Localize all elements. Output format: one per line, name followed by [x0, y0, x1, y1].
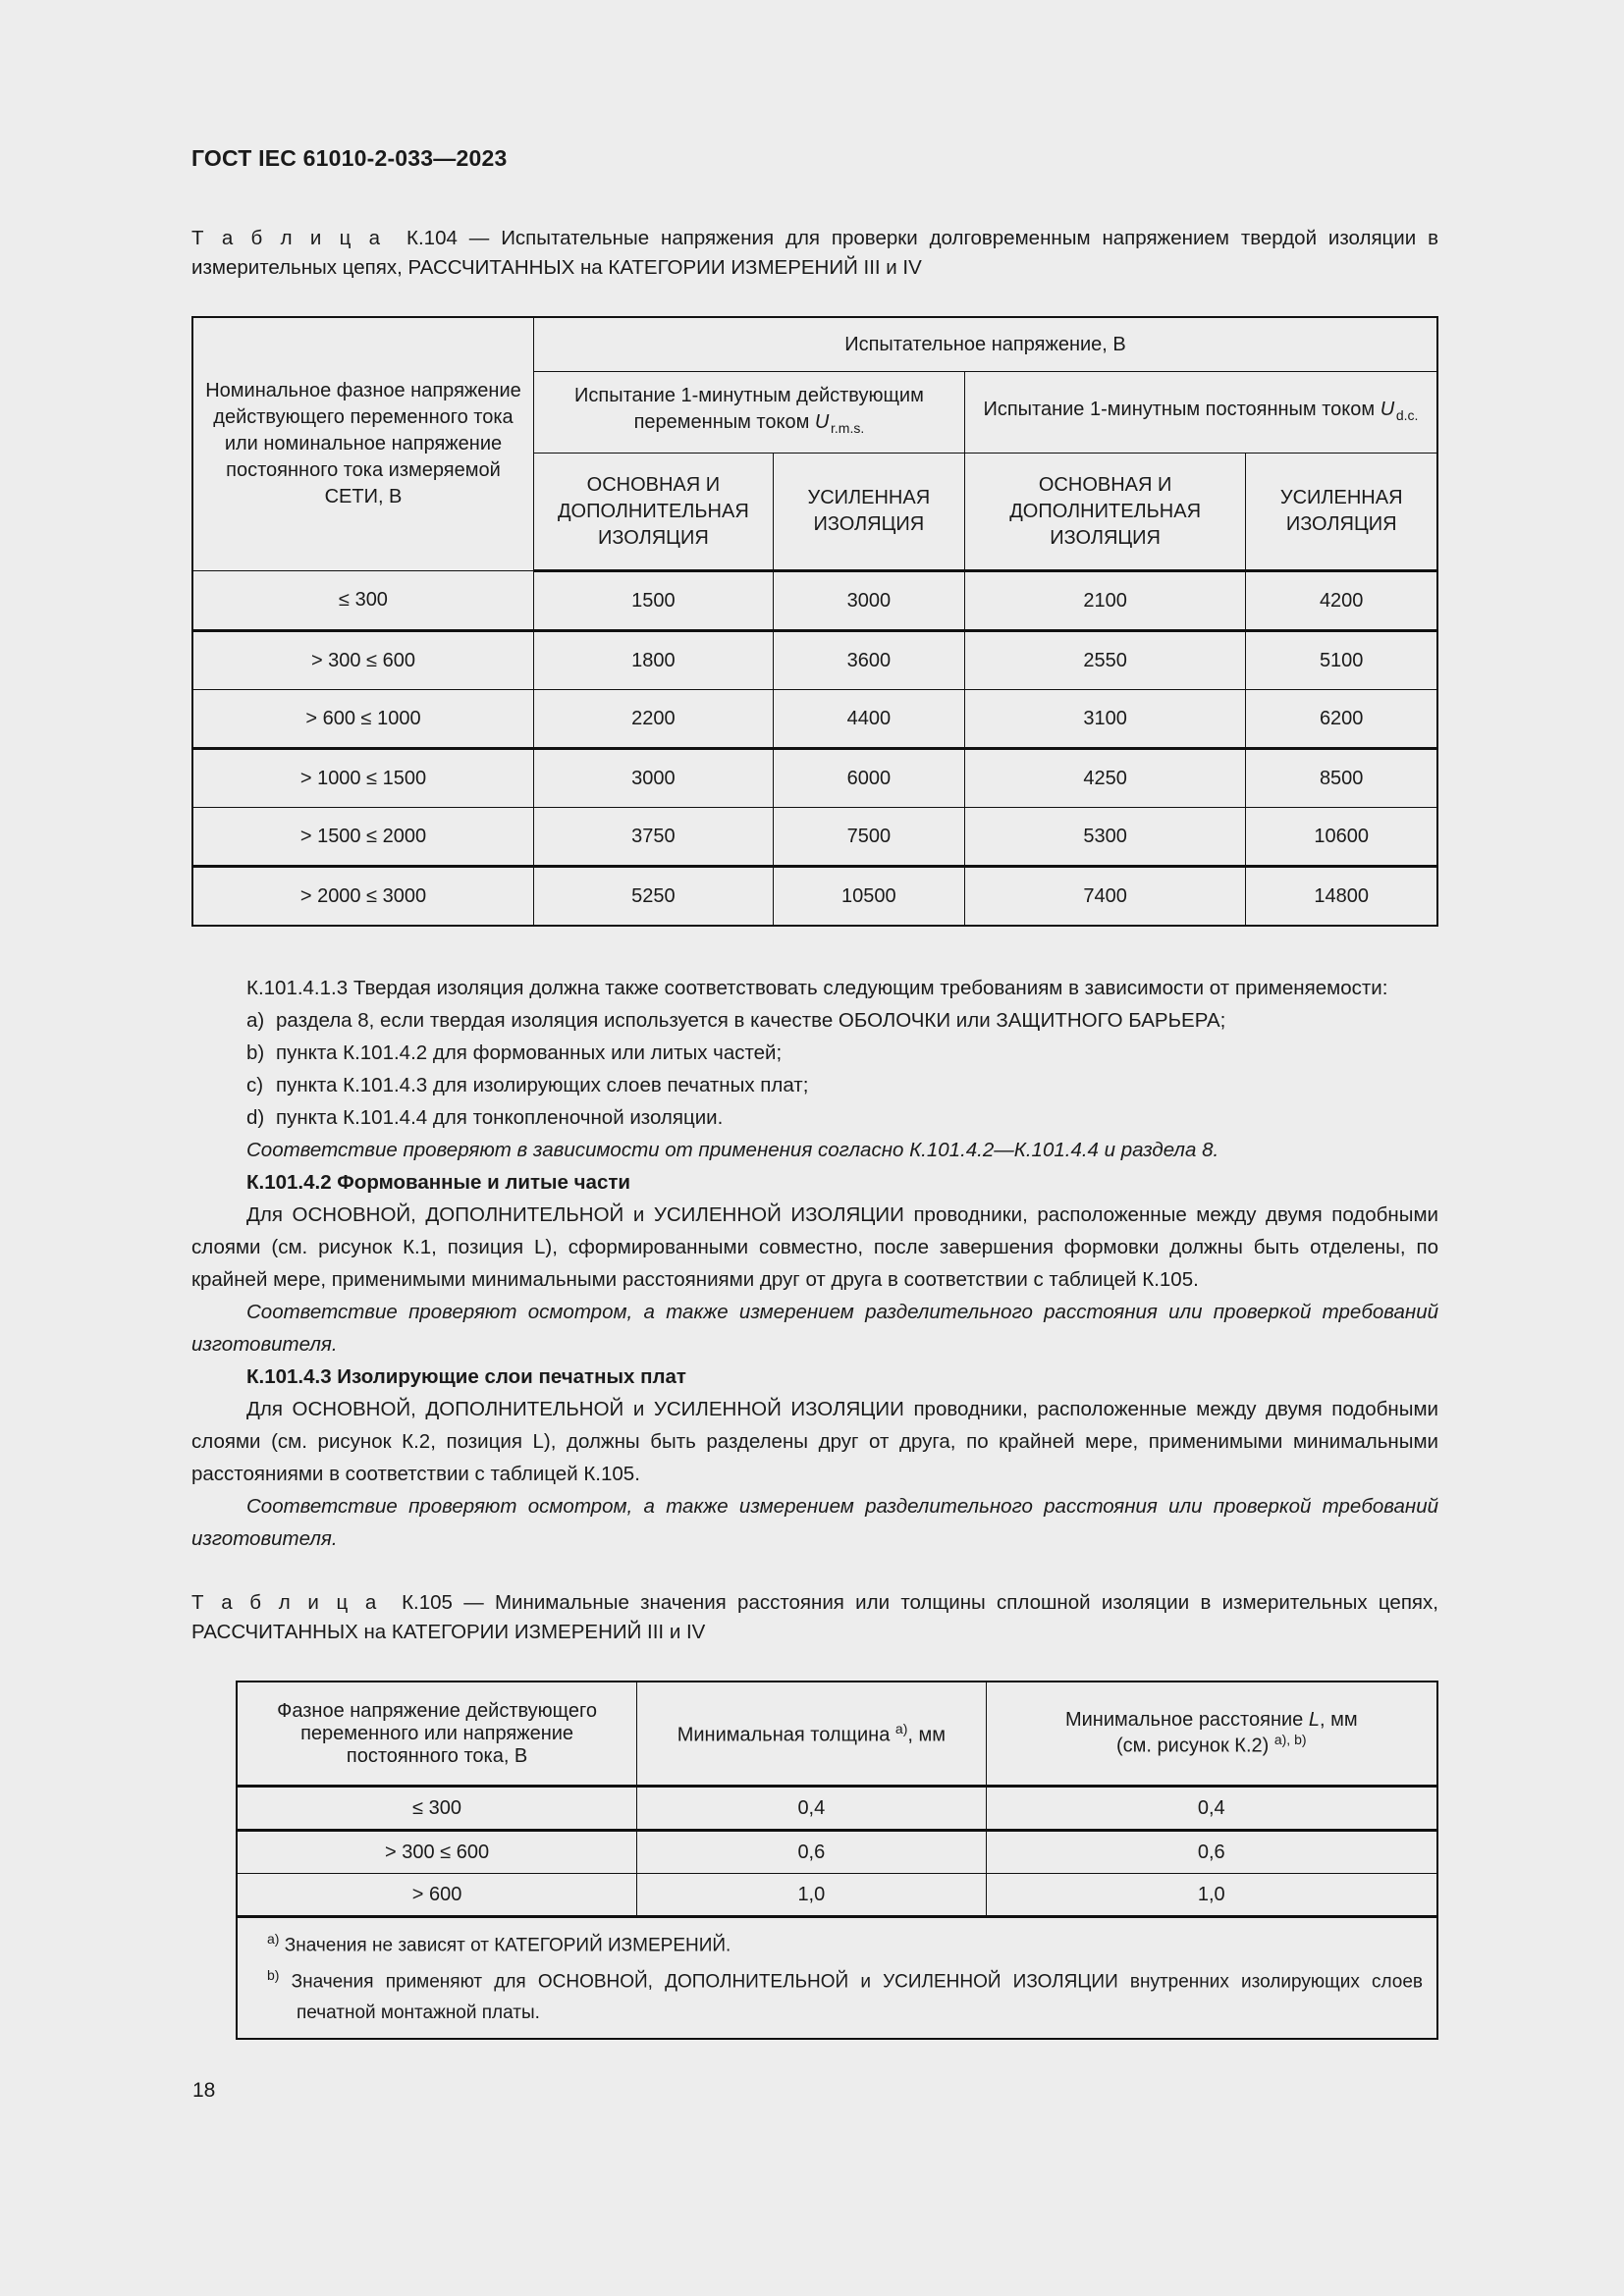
clause-k101413-paragraph: К.101.4.1.3 Твердая изоляция должна также соответствовать следующим требованиям в зависимости от применяемости:	[246, 977, 1388, 999]
list-item	[191, 1069, 1438, 1101]
table-k105-header-distance	[986, 1682, 1437, 1787]
cell-ac-reinforced: 6000	[773, 749, 964, 808]
table-k104-caption	[191, 224, 1438, 283]
table-k104-caption-text: К.104 — Испытательные напряжения для проверки долговременным напряжением твердой изоляции в измерительных цепях, РАССЧИТАННЫХ на КАТЕГОРИИ ИЗМЕРЕНИЙ III и IV	[191, 227, 1438, 279]
cell-dc-basic: 2550	[964, 631, 1246, 690]
cell-dc-basic: 3100	[964, 690, 1246, 749]
cell-dc-reinforced: 4200	[1246, 571, 1437, 631]
cell-ac-reinforced: 4400	[773, 690, 964, 749]
cell-distance: 0,4	[986, 1787, 1437, 1831]
cell-ac-basic: 1800	[533, 631, 773, 690]
table-k105-header-distance-symbol: L	[1308, 1709, 1320, 1732]
cell-distance: 1,0	[986, 1874, 1437, 1917]
list-item	[191, 1004, 1438, 1037]
table-k105-header-distance-post: , мм	[1319, 1709, 1358, 1732]
cell-ac-basic: 3750	[533, 808, 773, 867]
table-k105-header-voltage: Фазное напряжение действующего переменного или напряжение постоянного тока, В	[237, 1682, 637, 1787]
footnote-b-marker: b)	[267, 1967, 280, 1984]
table-k104-header-dc-symbol: U	[1380, 398, 1395, 420]
table-k104-header-row-1	[192, 317, 1437, 372]
table-k104-header-ac-text: Испытание 1-минутным действующим переменным током	[573, 385, 924, 433]
cell-thickness: 0,6	[637, 1831, 986, 1874]
cell-voltage: ≤ 300	[237, 1787, 637, 1831]
table-k104-header-ac-basic: ОСНОВНАЯ И ДОПОЛНИТЕЛЬНАЯ ИЗОЛЯЦИЯ	[533, 454, 773, 571]
footnote-a-marker: a)	[267, 1931, 280, 1947]
list-item-text: раздела 8, если твердая изоляция используется в качестве ОБОЛОЧКИ или ЗАЩИТНОГО БАРЬЕРА;	[276, 1009, 1226, 1032]
cell-dc-reinforced: 5100	[1246, 631, 1437, 690]
conformity-statement-2: Соответствие проверяют осмотром, а также измерением разделительного расстояния или проверкой требований изготовителя.	[191, 1301, 1438, 1356]
heading-k101-4-2: К.101.4.2 Формованные и литые части	[246, 1171, 631, 1194]
cell-ac-basic: 5250	[533, 867, 773, 927]
cell-ac-basic: 2200	[533, 690, 773, 749]
cell-distance: 0,6	[986, 1831, 1437, 1874]
cell-voltage: > 1000 ≤ 1500	[192, 749, 533, 808]
table-k105-header-thickness-pre: Минимальная толщина	[677, 1724, 895, 1746]
document-header: ГОСТ IEC 61010-2-033—2023	[191, 145, 508, 171]
table-k105-header-distance-ref: (см. рисунок К.2)	[1116, 1735, 1274, 1757]
table-k105-body	[237, 1787, 1437, 1917]
page-number: 18	[192, 2079, 216, 2102]
footnote-b	[251, 1960, 1423, 2027]
table-k104	[191, 316, 1438, 927]
cell-voltage: > 600 ≤ 1000	[192, 690, 533, 749]
cell-dc-basic: 2100	[964, 571, 1246, 631]
cell-ac-basic: 3000	[533, 749, 773, 808]
cell-ac-reinforced: 7500	[773, 808, 964, 867]
cell-thickness: 0,4	[637, 1787, 986, 1831]
paragraph-k101-4-2: Для ОСНОВНОЙ, ДОПОЛНИТЕЛЬНОЙ и УСИЛЕННОЙ ИЗОЛЯЦИИ проводники, расположенные между двумя подобными слоями (см. рисунок К.1, позиция L), сформированными совместно, после завершения формовки должны быть отделены, по крайней мере, применимыми минимальными расстояниями друг от друга в соответствии с таблицей К.105.	[191, 1203, 1438, 1291]
table-k105-header-thickness	[637, 1682, 986, 1787]
table-row	[192, 749, 1437, 808]
list-item-marker: d)	[246, 1106, 265, 1129]
footnote-b-text: Значения применяют для ОСНОВНОЙ, ДОПОЛНИТЕЛЬНОЙ и УСИЛЕННОЙ ИЗОЛЯЦИИ внутренних изолирующих слоев печатной монтажной платы.	[291, 1971, 1423, 2023]
list-item	[191, 1037, 1438, 1069]
conformity-statement-1: Соответствие проверяют в зависимости от применения согласно К.101.4.2—К.101.4.4 и раздела 8.	[246, 1139, 1219, 1161]
heading-k101-4-3: К.101.4.3 Изолирующие слои печатных плат	[246, 1365, 686, 1388]
footnote-a-text: Значения не зависят от КАТЕГОРИЙ ИЗМЕРЕНИЙ.	[284, 1935, 731, 1956]
footnote-a	[251, 1924, 1423, 1960]
cell-ac-basic: 1500	[533, 571, 773, 631]
table-k105-header-thickness-footnote-mark: a)	[894, 1720, 908, 1736]
table-row	[237, 1874, 1437, 1917]
table-k104-header-ac-symbol: U	[814, 411, 830, 433]
table-row	[237, 1831, 1437, 1874]
cell-voltage: ≤ 300	[192, 571, 533, 631]
table-k105-caption-text: К.105 — Минимальные значения расстояния или толщины сплошной изоляции в измерительных цепях, РАССЧИТАННЫХ на КАТЕГОРИИ ИЗМЕРЕНИЙ III и IV	[191, 1591, 1438, 1643]
table-k105	[236, 1681, 1438, 1918]
table-row	[237, 1787, 1437, 1831]
table-k104-header-dc-test	[964, 372, 1437, 454]
table-k105-footnotes	[236, 1918, 1438, 2040]
cell-dc-reinforced: 6200	[1246, 690, 1437, 749]
table-k105-header-row	[237, 1682, 1437, 1787]
list-item-text: пункта К.101.4.2 для формованных или литых частей;	[276, 1041, 783, 1064]
cell-thickness: 1,0	[637, 1874, 986, 1917]
cell-dc-reinforced: 14800	[1246, 867, 1437, 927]
table-k104-header-test-voltage: Испытательное напряжение, В	[533, 317, 1437, 372]
list-item-text: пункта К.101.4.4 для тонкопленочной изоляции.	[276, 1106, 724, 1129]
cell-dc-basic: 7400	[964, 867, 1246, 927]
list-item-marker: b)	[246, 1041, 265, 1064]
table-row	[192, 808, 1437, 867]
list-item	[191, 1101, 1438, 1134]
list-item-marker: a)	[246, 1009, 265, 1032]
table-k104-header-dc-subscript: d.c.	[1395, 406, 1419, 423]
cell-ac-reinforced: 10500	[773, 867, 964, 927]
table-k104-body	[192, 571, 1437, 927]
cell-voltage: > 1500 ≤ 2000	[192, 808, 533, 867]
list-item-marker: c)	[246, 1074, 264, 1096]
table-row	[192, 631, 1437, 690]
table-row	[192, 867, 1437, 927]
table-k104-header-ac-test	[533, 372, 964, 454]
cell-dc-reinforced: 8500	[1246, 749, 1437, 808]
table-k105-caption	[191, 1588, 1438, 1647]
cell-dc-basic: 5300	[964, 808, 1246, 867]
table-k104-header-dc-reinforced: УСИЛЕННАЯ ИЗОЛЯЦИЯ	[1246, 454, 1437, 571]
table-k104-header-dc-basic: ОСНОВНАЯ И ДОПОЛНИТЕЛЬНАЯ ИЗОЛЯЦИЯ	[964, 454, 1246, 571]
table-k105-header-distance-footnote-mark: a), b)	[1273, 1732, 1307, 1748]
table-k104-caption-prefix: Т а б л и ц а	[191, 227, 384, 249]
cell-voltage: > 300 ≤ 600	[192, 631, 533, 690]
table-k105-wrapper	[191, 1681, 1438, 2040]
table-k105-header-thickness-post: , мм	[907, 1724, 946, 1746]
table-k104-header-voltage: Номинальное фазное напряжение действующего переменного тока или номинальное напряжение постоянного тока измеряемой СЕТИ, В	[192, 317, 533, 571]
table-k104-header-ac-subscript: r.m.s.	[831, 420, 865, 436]
cell-ac-reinforced: 3000	[773, 571, 964, 631]
paragraph-k101-4-3: Для ОСНОВНОЙ, ДОПОЛНИТЕЛЬНОЙ и УСИЛЕННОЙ ИЗОЛЯЦИИ проводники, расположенные между двумя подобными слоями (см. рисунок К.2, позиция L), должны быть разделены друг от друга, по крайней мере, применимыми минимальными расстояниями в соответствии с таблицей К.105.	[191, 1398, 1438, 1485]
cell-voltage: > 2000 ≤ 3000	[192, 867, 533, 927]
table-k105-header-distance-pre: Минимальное расстояние	[1064, 1709, 1309, 1732]
cell-dc-basic: 4250	[964, 749, 1246, 808]
table-row	[192, 571, 1437, 631]
cell-voltage: > 600	[237, 1874, 637, 1917]
table-row	[192, 690, 1437, 749]
cell-ac-reinforced: 3600	[773, 631, 964, 690]
cell-dc-reinforced: 10600	[1246, 808, 1437, 867]
table-k104-header-ac-reinforced: УСИЛЕННАЯ ИЗОЛЯЦИЯ	[773, 454, 964, 571]
table-k105-caption-prefix: Т а б л и ц а	[191, 1591, 380, 1614]
list-item-text: пункта К.101.4.3 для изолирующих слоев печатных плат;	[276, 1074, 809, 1096]
table-k104-header-dc-text: Испытание 1-минутным постоянным током	[983, 398, 1380, 420]
cell-voltage: > 300 ≤ 600	[237, 1831, 637, 1874]
conformity-statement-3: Соответствие проверяют осмотром, а также измерением разделительного расстояния или проверкой требований изготовителя.	[191, 1495, 1438, 1550]
